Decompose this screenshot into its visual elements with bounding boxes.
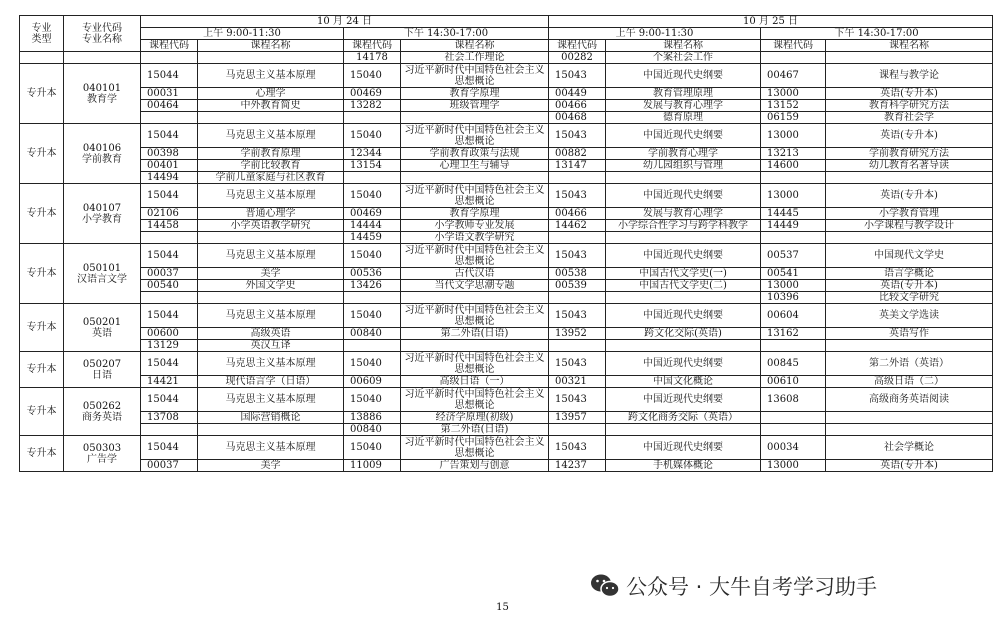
course-name: 手机媒体概论 xyxy=(606,460,761,472)
course-code xyxy=(761,340,826,352)
course-name: 马克思主义基本原理 xyxy=(198,388,344,412)
course-code: 00468 xyxy=(549,112,606,124)
major-name: 英语 xyxy=(92,327,112,339)
course-code: 15044 xyxy=(141,184,198,208)
major-name: 广告学 xyxy=(87,453,117,465)
course-name: 经济学原理(初级) xyxy=(401,412,549,424)
major-type-cell: 专升本 xyxy=(20,436,64,472)
course-code: 13000 xyxy=(761,184,826,208)
course-name: 高级商务英语阅读 xyxy=(826,388,993,412)
wechat-icon xyxy=(590,573,620,599)
table-row xyxy=(20,268,993,280)
course-code: 00037 xyxy=(141,460,198,472)
day1-header: 10 月 24 日 xyxy=(141,16,549,28)
course-name: 小学语文教学研究 xyxy=(401,232,549,244)
course-code xyxy=(141,232,198,244)
table-row xyxy=(20,148,993,160)
table-row xyxy=(20,340,993,352)
course-code: 15040 xyxy=(344,304,401,328)
course-name: 英语(专升本) xyxy=(826,88,993,100)
course-code: 13129 xyxy=(141,340,198,352)
course-name: 社会学概论 xyxy=(826,436,993,460)
course-name: 比较文学研究 xyxy=(826,292,993,304)
course-name: 马克思主义基本原理 xyxy=(198,184,344,208)
col-header-major: 专业代码 专业名称 xyxy=(64,16,141,52)
major-type-cell: 专升本 xyxy=(20,124,64,184)
course-code: 00610 xyxy=(761,376,826,388)
course-name xyxy=(606,292,761,304)
major-code: 050101 xyxy=(82,262,122,274)
course-name: 中国古代文学史(一) xyxy=(606,268,761,280)
course-code: 15044 xyxy=(141,124,198,148)
course-name: 马克思主义基本原理 xyxy=(198,436,344,460)
course-name xyxy=(606,340,761,352)
course-name xyxy=(401,292,549,304)
course-name: 发展与教育心理学 xyxy=(606,100,761,112)
course-code: 00882 xyxy=(549,148,606,160)
major-type-cell: 专升本 xyxy=(20,388,64,436)
major-name: 汉语言文学 xyxy=(77,273,127,285)
course-code: 15043 xyxy=(549,124,606,148)
course-code: 00466 xyxy=(549,208,606,220)
course-code: 15040 xyxy=(344,436,401,460)
course-name: 马克思主义基本原理 xyxy=(198,124,344,148)
course-name: 幼儿教育名著导读 xyxy=(826,160,993,172)
course-name: 中国近现代史纲要 xyxy=(606,304,761,328)
course-code: 15043 xyxy=(549,64,606,88)
major-cell xyxy=(64,124,141,184)
course-code: 13708 xyxy=(141,412,198,424)
course-name: 心理卫生与辅导 xyxy=(401,160,549,172)
course-code: 00282 xyxy=(549,52,606,64)
course-name: 中国近现代史纲要 xyxy=(606,124,761,148)
course-name xyxy=(198,232,344,244)
course-name: 语言学概论 xyxy=(826,268,993,280)
table-row xyxy=(20,160,993,172)
course-name: 小学课程与教学设计 xyxy=(826,220,993,232)
course-name: 学前教育研究方法 xyxy=(826,148,993,160)
course-name-header: 课程名称 xyxy=(198,40,344,52)
table-row xyxy=(20,412,993,424)
course-code: 00449 xyxy=(549,88,606,100)
day2-am-header: 上午 9:00-11:30 xyxy=(549,28,761,40)
course-name xyxy=(198,292,344,304)
course-name xyxy=(401,112,549,124)
course-code xyxy=(549,292,606,304)
major-cell xyxy=(64,64,141,124)
course-name: 德育原理 xyxy=(606,112,761,124)
course-name: 第二外语(日语) xyxy=(401,424,549,436)
course-name: 小学英语教学研究 xyxy=(198,220,344,232)
course-code: 13282 xyxy=(344,100,401,112)
course-code-header: 课程代码 xyxy=(549,40,606,52)
course-name: 中国文化概论 xyxy=(606,376,761,388)
course-name: 跨文化交际(英语) xyxy=(606,328,761,340)
course-code xyxy=(344,340,401,352)
course-name xyxy=(401,172,549,184)
major-code: 050207 xyxy=(82,358,122,370)
course-name: 古代汉语 xyxy=(401,268,549,280)
course-name: 学前儿童家庭与社区教育 xyxy=(198,172,344,184)
table-row xyxy=(20,388,993,412)
table-row xyxy=(20,124,993,148)
course-code: 00539 xyxy=(549,280,606,292)
table-row xyxy=(20,304,993,328)
course-code-header: 课程代码 xyxy=(141,40,198,52)
table-row xyxy=(20,184,993,208)
course-name: 中国近现代史纲要 xyxy=(606,388,761,412)
course-name xyxy=(826,172,993,184)
course-code: 13957 xyxy=(549,412,606,424)
course-code: 14445 xyxy=(761,208,826,220)
course-name: 习近平新时代中国特色社会主义思想概论 xyxy=(401,184,549,208)
major-cell xyxy=(64,436,141,472)
course-code: 13000 xyxy=(761,88,826,100)
major-cell xyxy=(64,184,141,244)
course-name: 现代语言学（日语） xyxy=(198,376,344,388)
course-name xyxy=(401,340,549,352)
course-name: 教育学原理 xyxy=(401,208,549,220)
course-code: 00604 xyxy=(761,304,826,328)
table-row xyxy=(20,172,993,184)
course-code: 12344 xyxy=(344,148,401,160)
day1-am-header: 上午 9:00-11:30 xyxy=(141,28,344,40)
major-name: 小学教育 xyxy=(82,213,122,225)
course-name xyxy=(826,232,993,244)
course-code: 00031 xyxy=(141,88,198,100)
course-code xyxy=(141,424,198,436)
course-name: 发展与教育心理学 xyxy=(606,208,761,220)
course-code xyxy=(761,424,826,436)
course-code: 00845 xyxy=(761,352,826,376)
course-name: 马克思主义基本原理 xyxy=(198,64,344,88)
course-name: 习近平新时代中国特色社会主义思想概论 xyxy=(401,124,549,148)
course-name xyxy=(198,112,344,124)
course-name-header: 课程名称 xyxy=(401,40,549,52)
course-name: 英语(专升本) xyxy=(826,460,993,472)
course-name: 学前比较教育 xyxy=(198,160,344,172)
course-name: 小学教师专业发展 xyxy=(401,220,549,232)
course-name-header: 课程名称 xyxy=(826,40,993,52)
day2-header: 10 月 25 日 xyxy=(549,16,993,28)
course-code xyxy=(761,172,826,184)
page-number: 15 xyxy=(496,602,509,613)
course-name: 高级英语 xyxy=(198,328,344,340)
course-name: 中国近现代史纲要 xyxy=(606,436,761,460)
course-code: 15044 xyxy=(141,352,198,376)
course-name: 第二外语（英语） xyxy=(826,352,993,376)
course-code: 15040 xyxy=(344,64,401,88)
major-type-cell: 专升本 xyxy=(20,64,64,124)
course-code: 14178 xyxy=(344,52,401,64)
course-code: 00840 xyxy=(344,328,401,340)
course-code-header: 课程代码 xyxy=(344,40,401,52)
major-cell xyxy=(64,352,141,388)
course-name: 小学综合性学习与跨学科教学 xyxy=(606,220,761,232)
course-name: 中国古代文学史(二) xyxy=(606,280,761,292)
watermark xyxy=(590,568,877,604)
table-row xyxy=(20,232,993,244)
table-row xyxy=(20,292,993,304)
course-code: 00840 xyxy=(344,424,401,436)
course-code xyxy=(344,172,401,184)
major-code: 050303 xyxy=(82,442,122,454)
course-name xyxy=(606,232,761,244)
major-code: 040101 xyxy=(82,82,122,94)
course-name: 当代文学思潮专题 xyxy=(401,280,549,292)
course-code: 14449 xyxy=(761,220,826,232)
course-code: 13162 xyxy=(761,328,826,340)
course-code: 15044 xyxy=(141,436,198,460)
course-name: 习近平新时代中国特色社会主义思想概论 xyxy=(401,436,549,460)
table-row xyxy=(20,208,993,220)
course-name: 普通心理学 xyxy=(198,208,344,220)
table-row xyxy=(20,88,993,100)
major-code: 040107 xyxy=(82,202,122,214)
course-code: 00467 xyxy=(761,64,826,88)
course-name: 班级管理学 xyxy=(401,100,549,112)
day2-pm-header: 下午 14:30-17:00 xyxy=(761,28,993,40)
course-name: 英语(专升本) xyxy=(826,184,993,208)
course-name: 英语(专升本) xyxy=(826,124,993,148)
course-name: 跨文化商务交际（英语） xyxy=(606,412,761,424)
course-name: 马克思主义基本原理 xyxy=(198,304,344,328)
course-name xyxy=(606,172,761,184)
course-name: 中国现代文学史 xyxy=(826,244,993,268)
course-name: 习近平新时代中国特色社会主义思想概论 xyxy=(401,304,549,328)
course-code: 13000 xyxy=(761,280,826,292)
course-code: 14462 xyxy=(549,220,606,232)
course-name: 高级日语（二） xyxy=(826,376,993,388)
course-code: 15040 xyxy=(344,244,401,268)
major-type-cell: 专升本 xyxy=(20,352,64,388)
table-row xyxy=(20,352,993,376)
course-code: 00464 xyxy=(141,100,198,112)
course-code: 00469 xyxy=(344,208,401,220)
course-code: 00609 xyxy=(344,376,401,388)
major-cell xyxy=(64,244,141,304)
course-name: 幼儿园组织与管理 xyxy=(606,160,761,172)
course-name xyxy=(198,424,344,436)
major-code: 050201 xyxy=(82,316,122,328)
course-name-header: 课程名称 xyxy=(606,40,761,52)
course-name: 外国文学史 xyxy=(198,280,344,292)
course-name: 中国近现代史纲要 xyxy=(606,184,761,208)
table-row xyxy=(20,220,993,232)
course-code: 06159 xyxy=(761,112,826,124)
table-row xyxy=(20,376,993,388)
course-name: 教育管理原理 xyxy=(606,88,761,100)
course-name xyxy=(826,340,993,352)
course-code: 15043 xyxy=(549,244,606,268)
course-name: 英语写作 xyxy=(826,328,993,340)
course-code: 13952 xyxy=(549,328,606,340)
course-name: 课程与教学论 xyxy=(826,64,993,88)
course-code: 14237 xyxy=(549,460,606,472)
day1-pm-header: 下午 14:30-17:00 xyxy=(344,28,549,40)
course-name: 马克思主义基本原理 xyxy=(198,244,344,268)
course-code: 15040 xyxy=(344,388,401,412)
course-code xyxy=(344,112,401,124)
course-code: 00600 xyxy=(141,328,198,340)
course-name: 教育学原理 xyxy=(401,88,549,100)
course-name: 习近平新时代中国特色社会主义思想概论 xyxy=(401,64,549,88)
course-name: 中国近现代史纲要 xyxy=(606,244,761,268)
course-name: 习近平新时代中国特色社会主义思想概论 xyxy=(401,388,549,412)
course-code: 15044 xyxy=(141,64,198,88)
table-row xyxy=(20,244,993,268)
course-name: 学前教育心理学 xyxy=(606,148,761,160)
course-name: 美学 xyxy=(198,460,344,472)
course-code xyxy=(344,292,401,304)
major-cell xyxy=(64,388,141,436)
course-code: 13152 xyxy=(761,100,826,112)
course-code: 00037 xyxy=(141,268,198,280)
course-name: 学前教育原理 xyxy=(198,148,344,160)
course-name: 英汉互译 xyxy=(198,340,344,352)
course-code: 00401 xyxy=(141,160,198,172)
major-cell xyxy=(64,52,141,64)
course-name xyxy=(826,412,993,424)
course-code: 00536 xyxy=(344,268,401,280)
course-code: 00541 xyxy=(761,268,826,280)
course-code: 14421 xyxy=(141,376,198,388)
course-code-header: 课程代码 xyxy=(761,40,826,52)
course-name: 个案社会工作 xyxy=(606,52,761,64)
course-name: 社会工作理论 xyxy=(401,52,549,64)
course-code xyxy=(761,52,826,64)
course-code: 15040 xyxy=(344,184,401,208)
course-name: 英语(专升本) xyxy=(826,280,993,292)
table-row xyxy=(20,424,993,436)
course-name: 中国近现代史纲要 xyxy=(606,64,761,88)
course-name: 习近平新时代中国特色社会主义思想概论 xyxy=(401,352,549,376)
course-code: 00321 xyxy=(549,376,606,388)
course-name: 国际营销概论 xyxy=(198,412,344,424)
course-code xyxy=(549,232,606,244)
course-code: 00469 xyxy=(344,88,401,100)
course-name: 中国近现代史纲要 xyxy=(606,352,761,376)
course-name: 第二外语(日语) xyxy=(401,328,549,340)
course-code: 11009 xyxy=(344,460,401,472)
course-code: 13608 xyxy=(761,388,826,412)
course-code: 15044 xyxy=(141,304,198,328)
course-name xyxy=(826,52,993,64)
major-name: 学前教育 xyxy=(82,153,122,165)
table-row xyxy=(20,112,993,124)
course-code xyxy=(549,172,606,184)
course-code: 13426 xyxy=(344,280,401,292)
table-row xyxy=(20,64,993,88)
major-code: 050262 xyxy=(82,400,122,412)
course-name: 美学 xyxy=(198,268,344,280)
course-code: 13000 xyxy=(761,460,826,472)
course-code: 02106 xyxy=(141,208,198,220)
course-code: 13147 xyxy=(549,160,606,172)
course-code: 13000 xyxy=(761,124,826,148)
major-type-cell: 专升本 xyxy=(20,244,64,304)
type-cell xyxy=(20,52,64,64)
table-row xyxy=(20,436,993,460)
course-code: 15040 xyxy=(344,124,401,148)
course-name: 小学教育管理 xyxy=(826,208,993,220)
course-name: 英美文学选读 xyxy=(826,304,993,328)
course-code: 00034 xyxy=(761,436,826,460)
course-name: 广告策划与创意 xyxy=(401,460,549,472)
course-code: 15043 xyxy=(549,184,606,208)
course-code xyxy=(761,232,826,244)
exam-schedule-table xyxy=(19,15,993,472)
course-name: 马克思主义基本原理 xyxy=(198,352,344,376)
course-code: 00538 xyxy=(549,268,606,280)
table-row xyxy=(20,328,993,340)
course-code: 15043 xyxy=(549,352,606,376)
course-code: 15044 xyxy=(141,388,198,412)
course-code: 15043 xyxy=(549,388,606,412)
table-row xyxy=(20,280,993,292)
course-name: 高级日语（一） xyxy=(401,376,549,388)
table-row xyxy=(20,460,993,472)
course-code: 14444 xyxy=(344,220,401,232)
table-row xyxy=(20,100,993,112)
course-code: 14459 xyxy=(344,232,401,244)
course-code: 15043 xyxy=(549,304,606,328)
col-header-type: 专业 类型 xyxy=(20,16,64,52)
course-code: 13213 xyxy=(761,148,826,160)
course-code xyxy=(549,340,606,352)
major-type-cell: 专升本 xyxy=(20,184,64,244)
course-code xyxy=(761,412,826,424)
course-name: 习近平新时代中国特色社会主义思想概论 xyxy=(401,244,549,268)
course-code: 15043 xyxy=(549,436,606,460)
major-name: 教育学 xyxy=(87,93,117,105)
watermark-text: 公众号 · 大牛自考学习助手 xyxy=(626,575,878,599)
course-name: 心理学 xyxy=(198,88,344,100)
course-code: 00466 xyxy=(549,100,606,112)
course-code: 15044 xyxy=(141,244,198,268)
course-name: 教育科学研究方法 xyxy=(826,100,993,112)
course-name: 教育社会学 xyxy=(826,112,993,124)
major-name: 商务英语 xyxy=(82,411,122,423)
course-name xyxy=(826,424,993,436)
course-code: 14600 xyxy=(761,160,826,172)
course-code xyxy=(549,424,606,436)
course-code xyxy=(141,52,198,64)
course-code xyxy=(141,112,198,124)
course-code: 10396 xyxy=(761,292,826,304)
course-code: 14458 xyxy=(141,220,198,232)
table-row xyxy=(20,52,993,64)
course-code: 13154 xyxy=(344,160,401,172)
course-code: 00537 xyxy=(761,244,826,268)
course-name xyxy=(198,52,344,64)
course-name: 学前教育政策与法规 xyxy=(401,148,549,160)
course-code: 14494 xyxy=(141,172,198,184)
major-type-cell: 专升本 xyxy=(20,304,64,352)
major-name: 日语 xyxy=(92,369,112,381)
course-name xyxy=(606,424,761,436)
course-code: 00540 xyxy=(141,280,198,292)
course-name: 中外教育简史 xyxy=(198,100,344,112)
major-code: 040106 xyxy=(82,142,122,154)
course-code xyxy=(141,292,198,304)
course-code: 13886 xyxy=(344,412,401,424)
course-code: 15040 xyxy=(344,352,401,376)
major-cell xyxy=(64,304,141,352)
course-code: 00398 xyxy=(141,148,198,160)
